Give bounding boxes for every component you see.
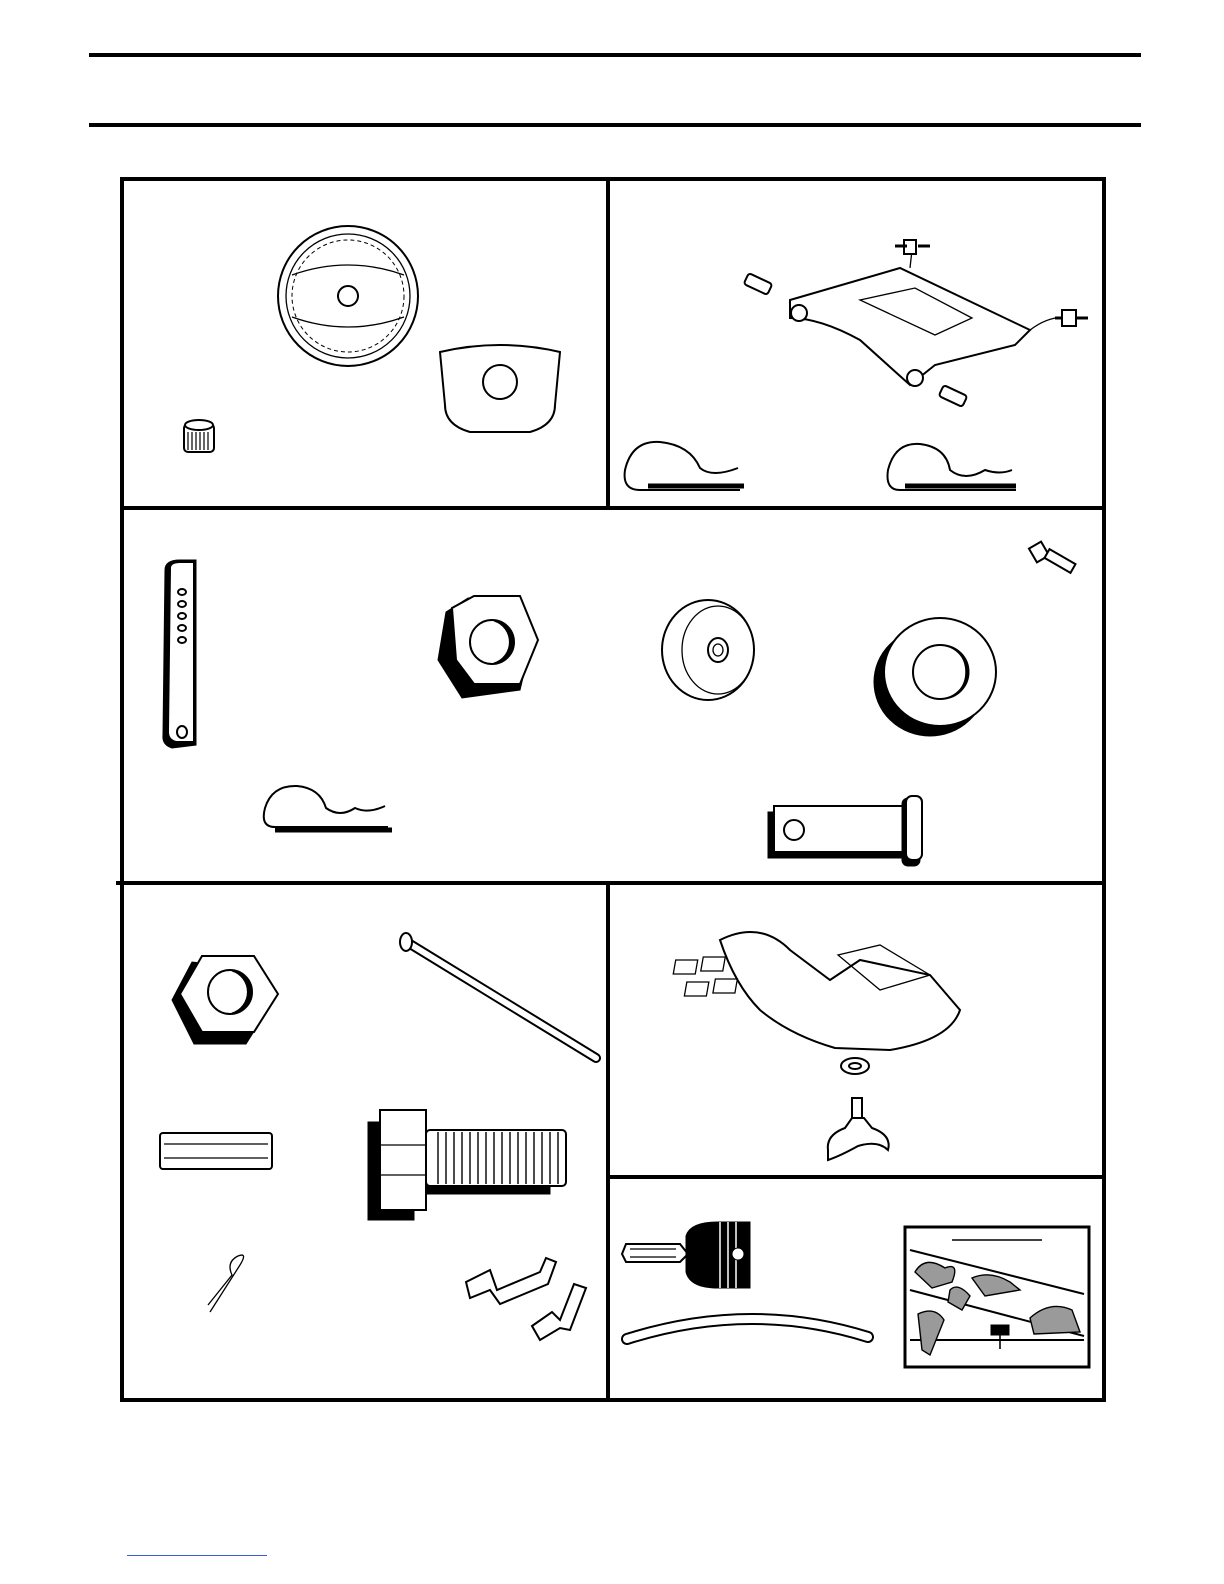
hex-nut-icon [438, 596, 538, 698]
seat-icon [673, 932, 960, 1050]
link-bar-icon [163, 560, 196, 748]
steering-wheel-icon [278, 226, 418, 366]
steering-cover-icon [440, 345, 560, 432]
ignition-key-icon [622, 1222, 750, 1288]
shoulder-bolt-icon [1029, 542, 1076, 573]
bracket-icon [466, 1258, 586, 1340]
mount-bracket-icon [790, 240, 1088, 386]
hose-icon [627, 1319, 868, 1339]
rod-icon [400, 933, 596, 1058]
gauge-wheel-icon [662, 600, 754, 700]
spacer-icon [160, 1133, 272, 1169]
parts-frame [116, 179, 1104, 1400]
adapter-icon [184, 420, 214, 452]
wing-knob-icon [828, 1098, 889, 1160]
slope-guide-decal-icon [905, 1227, 1089, 1367]
clevis-pin-icon [768, 796, 922, 866]
footer-link[interactable] [127, 1555, 267, 1556]
hair-pin-clip-icon [888, 444, 1017, 490]
hex-nut-icon [172, 956, 278, 1044]
hex-bolt-icon [368, 1110, 566, 1220]
hair-pin-clip-icon [264, 786, 392, 830]
cotter-pin-icon [208, 1255, 244, 1312]
hair-pin-clip-icon [625, 442, 744, 490]
washer-icon [841, 1058, 869, 1074]
flat-washer-icon [874, 618, 996, 736]
